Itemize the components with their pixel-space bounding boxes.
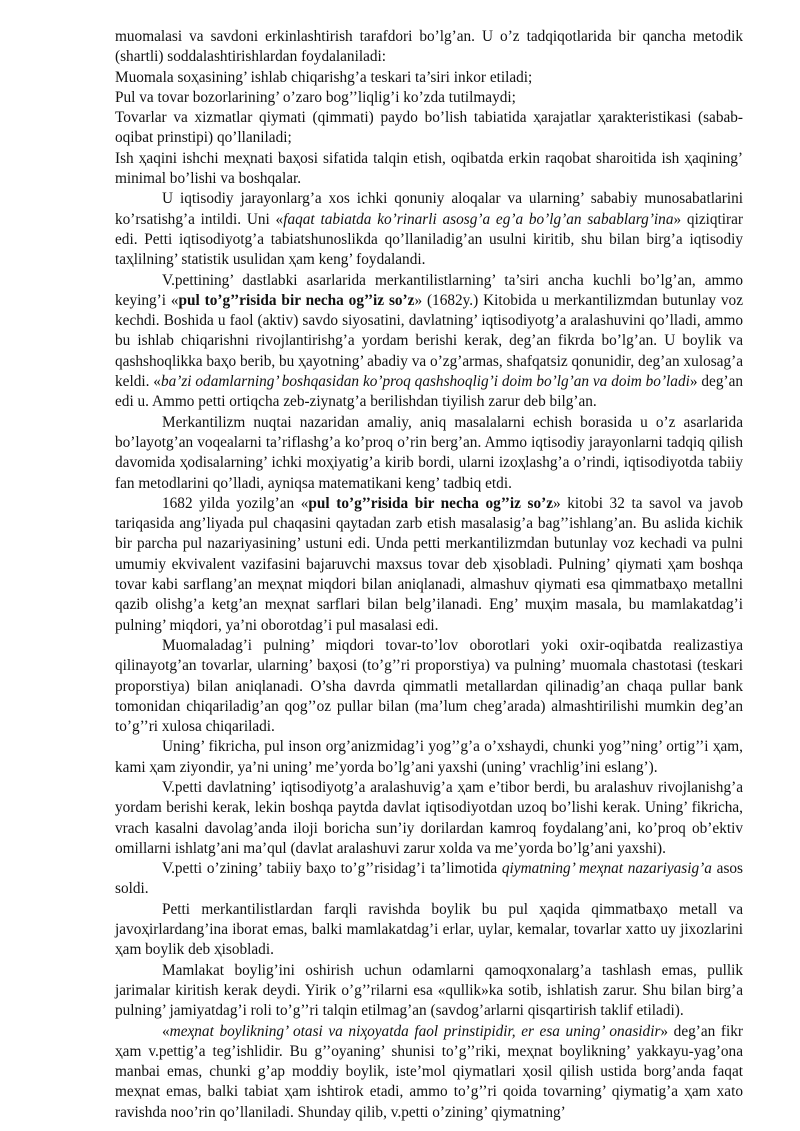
paragraph-2: U iqtisodiy jarayonlarg’a xos ichki qonuniy aloqalar va ularning’ sababiy munosabatlarini ko’rsatishg’a intildi. Uni «faqat tabiatda ko’rinarli asosg’a eg’a bo’lg’an sabablarg’ina» qiziqtirar edi. Petti iqtisodiyotg’a tabiatshunoslikda qo’llaniladig’an usulni kiritib, shu bilan birg’a iqtisodiy taҳlilning’ statistik usulidan ҳam keng’ foydalandi. [115,190,743,269]
list-item-4: Ish ҳaqini ishchi meҳnati baҳosi sifatida talqin etish, oqibatda erkin raqobat sharoitida ish ҳaqining’ minimal bo’lishi va boshqalar. [115,149,743,188]
list-item-2: Pul va tovar bozorlarining’ o’zaro bog’’liqlig’i ko’zda tutilmaydi; [115,88,516,106]
italic-quote: faqat tabiatda ko’rinarli asosg’a eg’a bo’lg’an sabablarg’ina [283,210,674,228]
paragraph-12: «meҳnat boylikning’ otasi va niҳoyatda faol prinstipidir, er esa uning’ onasidir» deg’an fikr ҳam v.pettig’a teg’ishlidir. Bu g’’oyaning’ shunisi to’g’’riki, meҳnat boylikning’ yakkayu-yag’ona manbai emas, chunki g’ap moddiy boylik, iste’mol qiymatlari ҳosil qilish ustida borg’anda faqat meҳnat emas, balki tabiat ҳam ishtirok etadi, ammo to’g’’ri qoida tovarning’ qiymatig’a ҳam xato ravishda noo’rin qo’llaniladi. Shunday qilib, v.petti o’zining’ qiymatning’ [115,1022,743,1121]
list-item-3: Tovarlar va xizmatlar qiymati (qimmati) paydo bo’lish tabiatida ҳarajatlar ҳarakteristikasi (sabab-oqibat prinstipi) qo’llaniladi; [115,109,743,147]
paragraph-1: muomalasi va savdoni erkinlashtirish tarafdori bo’lg’an. U o’z tadqiqotlarida bir qancha metodik (shartli) soddalashtirishlardan foydalaniladi: [115,28,743,66]
paragraph-9: V.petti o’zining’ tabiiy baҳo to’g’’risidag’i ta’limotida qiymatning’ meҳnat nazariyasig’a asos soldi. [115,860,743,898]
book-title: pul to’g’’risida bir necha og’’iz so’z [308,494,553,512]
list-item-1: Muomala soҳasining’ ishlab chiqarishg’a teskari ta’siri inkor etiladi; [115,68,533,86]
italic-quote: meҳnat boylikning’ otasi va niҳoyatda faol prinstipidir, er esa uning’ onasidir [169,1022,661,1040]
paragraph-8: V.petti davlatning’ iqtisodiyotg’a aralashuvig’a ҳam e’tibor berdi, bu aralashuv rivojlanishg’a yordam berishi kerak, lekin boshqa paytda davlat iqtisodiyotdan uzoq bo’lishi kerak. Uning’ fikricha, vrach kasalni davolag’anda iloji boricha sun’iy dorilardan kamroq foydalang’ani, ko’proq ob’ektiv omillarni ishlatg’ani ma’qul (davlat aralashuvi zarur xolda va me’yorda bo’lg’ani yaxshi). [115,778,743,857]
book-title: pul to’g’’risida bir necha og’’iz so’z [178,291,415,309]
paragraph-3: V.pettining’ dastlabki asarlarida merkantilistlarning’ ta’siri ancha kuchli bo’lg’an, ammo keying’i «pul to’g’’risida bir necha og’’iz so’z» (1682y.) Kitobida u merkantilizmdan butunlay voz kechdi. Boshida u faol (aktiv) savdo siyosatini, davlatning’ iqtisodiyotg’a aralashuvini qo’lladi, ammo bu ishlab chiqarishni rivojlantirishg’a yordam berishi kerak, deg’an fikrda bo’lg’an. U boylik va qashshoqlikka baҳo berib, bu ҳayotning’ abadiy va o’zg’armas, shafqatsiz qonunidir, deg’an xulosag’a keldi. «ba’zi odamlarning’ boshqasidan ko’proq qashshoqlig’i doim bo’lg’an va doim bo’ladi» deg’an edi u. Ammo petti ortiqcha zeb-ziynatg’a berilishdan tiyilish zarur deb bilg’an. [115,271,744,411]
paragraph-10: Petti merkantilistlardan farqli ravishda boylik bu pul ҳaqida qimmatbaҳo metall va javoҳirlardang’ina iborat emas, balki mamlakatdag’i erlar, uylar, kemalar, tovarlar xatto uy jixozlarini ҳam boylik deb ҳisobladi. [115,900,743,959]
paragraph-5: 1682 yilda yozilg’an «pul to’g’’risida bir necha og’’iz so’z» kitobi 32 ta savol va javob tariqasida ang’liyada pul chaqasini qaytadan zarb etish masalasig’a bag’’ishlang’an. Bu aslida kichik bir parcha pul nazariyasining’ ustuni edi. Unda petti merkantilizmdan butunlay voz kechadi va pulni umumiy ekvivalent vazifasini bajaruvchi maxsus tovar deb ҳisobladi. Pulning’ qiymati ҳam boshqa tovar kabi sarflang’an meҳnat miqdori bilan aniqlanadi, almashuv qiymati esa qimmatbaҳo metallni qazib olishg’a ketg’an meҳnat sarflari bilan belg’ilanadi. Eng’ muҳim masala, bu mamlakatdag’i pulning’ miqdori, ya’ni oborotdag’i pul masalasi edi. [115,494,743,634]
paragraph-4: Merkantilizm nuqtai nazaridan amaliy, aniq masalalarni echish borasida u o’z asarlarida bo’layotg’an voqealarni ta’riflashg’a ko’proq o’rin berg’an. Ammo iqtisodiy jarayonlarni tadqiq qilish davomida ҳodisalarning’ ichki moҳiyatig’a kirib bordi, ularni izoҳlashg’a o’rindi, iqtisodiyotda tabiiy fan metodlarini qo’lladi, ayniqsa matematikani keng’ tadbiq etdi. [115,413,743,492]
paragraph-6: Muomaladag’i pulning’ miqdori tovar-to’lov oborotlari yoki oxir-oqibatda realizastiya qilinayotg’an tovarlar, ularning’ baҳosi (to’g’’ri proporstiya) va pulning’ muomala chastotasi (teskari proporstiya) bilan aniqlanadi. O’sha davrda qimmatli metallardan qilinadig’an chaqa pullar bank tomonidan chiqariladig’an qog’’oz pullar bilan (ma’lum cheg’arada) almashtirilishi mumkin deg’an to’g’’ri xulosa chiqariladi. [115,636,743,736]
paragraph-7: Uning’ fikricha, pul inson org’anizmidag’i yog’’g’a o’xshaydi, chunki yog’’ning’ ortig’’i ҳam, kami ҳam ziyondir, ya’ni uning’ me’yorda bo’lg’ani yaxshi (uning’ vrachlig’ini eslang’). [115,738,743,776]
paragraph-11: Mamlakat boylig’ini oshirish uchun odamlarni qamoqxonalarg’a tashlash emas, pullik jarimalar kiritish kerak deydi. Yirik o’g’’rilarni esa «qullik»ka sotib, ishlatish zarur. Shu bilan birg’a pulning’ jamiyatdag’i roli to’g’’ri talqin etilmag’an (savdog’arlarni qisqartirish taklif etiladi). [115,961,743,1020]
italic-quote: ba’zi odamlarning’ boshqasidan ko’proq qashshoqlig’i doim bo’lg’an va doim bo’ladi [160,373,690,391]
italic-term: qiymatning’ meҳnat nazariyasig’a [501,860,712,878]
